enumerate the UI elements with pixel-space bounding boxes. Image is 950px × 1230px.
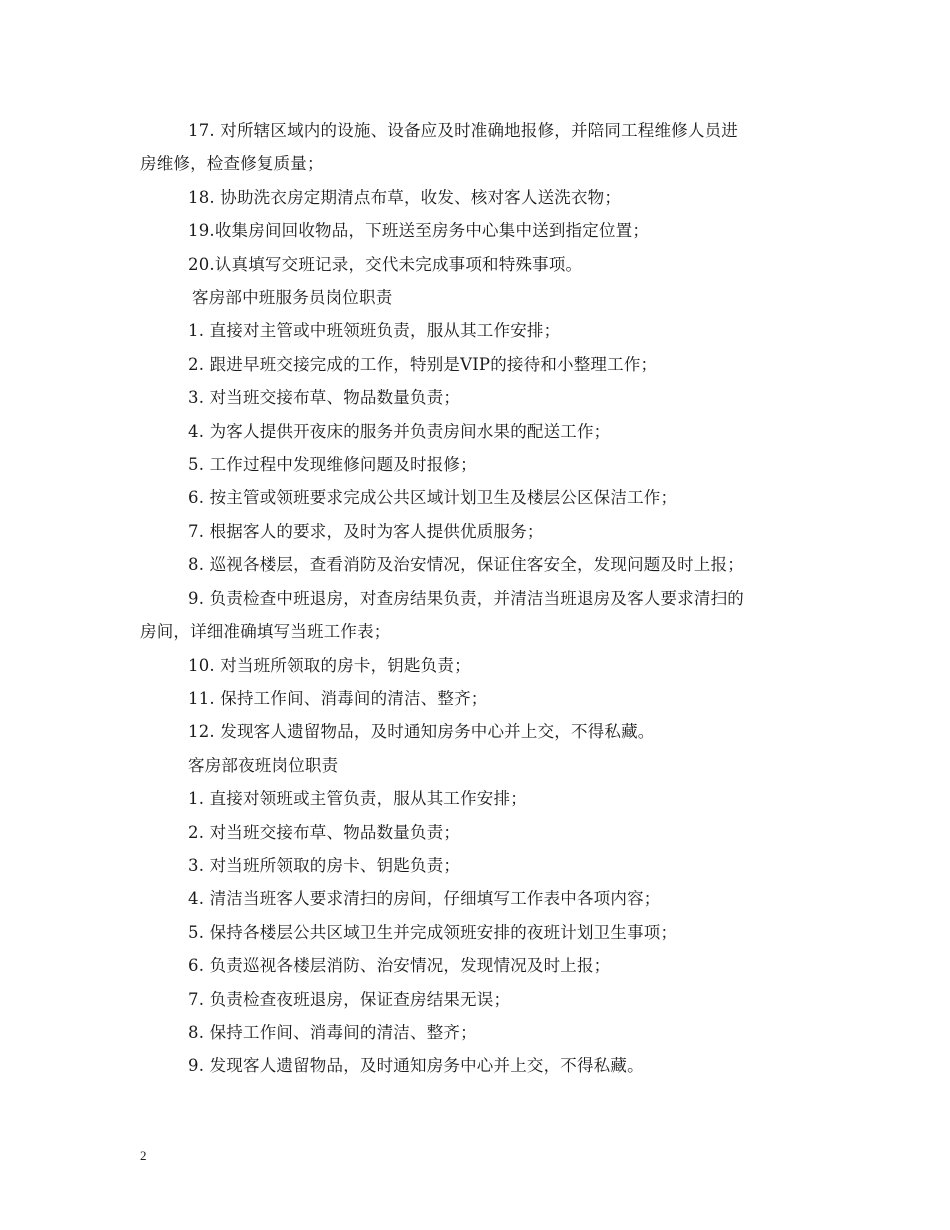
list-item: 9. 发现客人遗留物品，及时通知房务中心并上交，不得私藏。 (188, 1056, 644, 1076)
list-item: 8. 保持工作间、消毒间的清洁、整齐； (188, 1022, 477, 1042)
list-item: 11. 保持工作间、消毒间的清洁、整齐； (188, 688, 488, 708)
list-item-17: 17. 对所辖区域内的设施、设备应及时准确地报修，并陪同工程维修人员进 (188, 121, 738, 140)
list-item: 2. 跟进早班交接完成的工作，特别是VIP的接待和小整理工作； (188, 354, 658, 374)
list-item: 7. 根据客人的要求，及时为客人提供优质服务； (188, 521, 544, 541)
section-heading-night-shift: 客房部夜班岗位职责 (188, 755, 339, 775)
list-item-19: 19.收集房间回收物品，下班送至房务中心集中送到指定位置； (188, 221, 650, 241)
list-item-20: 20.认真填写交班记录，交代未完成事项和特殊事项。 (188, 254, 583, 274)
list-item: 8. 巡视各楼层，查看消防及治安情况，保证住客安全，发现问题及时上报； (188, 555, 744, 575)
list-item: 5. 保持各楼层公共区域卫生并完成领班安排的夜班计划卫生事项； (188, 922, 678, 942)
list-item: 6. 按主管或领班要求完成公共区域计划卫生及楼层公区保洁工作； (188, 488, 678, 508)
list-item: 10. 对当班所领取的房卡，钥匙负责； (188, 655, 471, 675)
list-item: 3. 对当班所领取的房卡、钥匙负责； (188, 855, 461, 875)
list-item-17-continued: 房维修，检查修复质量； (140, 154, 324, 174)
list-item: 12. 发现客人遗留物品，及时通知房务中心并上交，不得私藏。 (188, 722, 655, 742)
list-item: 1. 直接对主管或中班领班负责，服从其工作安排； (188, 321, 561, 341)
list-item: 1. 直接对领班或主管负责，服从其工作安排； (188, 789, 527, 809)
page-number: 2 (140, 1148, 147, 1163)
list-item: 5. 工作过程中发现维修问题及时报修； (188, 455, 477, 475)
document-body (140, 114, 812, 1083)
list-item: 3. 对当班交接布草、物品数量负责； (188, 388, 461, 408)
list-item: 9. 负责检查中班退房，对查房结果负责，并清洁当班退房及客人要求清扫的 (188, 588, 744, 608)
list-item: 7. 负责检查夜班退房，保证查房结果无误； (188, 989, 511, 1009)
list-item: 4. 清洁当班客人要求清扫的房间，仔细填写工作表中各项内容； (188, 889, 661, 909)
section-heading-mid-shift: 客房部中班服务员岗位职责 (192, 288, 393, 308)
list-item: 4. 为客人提供开夜床的服务并负责房间水果的配送工作； (188, 421, 611, 441)
list-item-continued: 房间，详细准确填写当班工作表； (140, 622, 391, 642)
list-item: 6. 负责巡视各楼层消防、治安情况，发现情况及时上报； (188, 956, 611, 976)
list-item-18: 18. 协助洗衣房定期清点布草，收发、核对客人送洗衣物； (188, 187, 622, 207)
list-item: 2. 对当班交接布草、物品数量负责； (188, 822, 461, 842)
